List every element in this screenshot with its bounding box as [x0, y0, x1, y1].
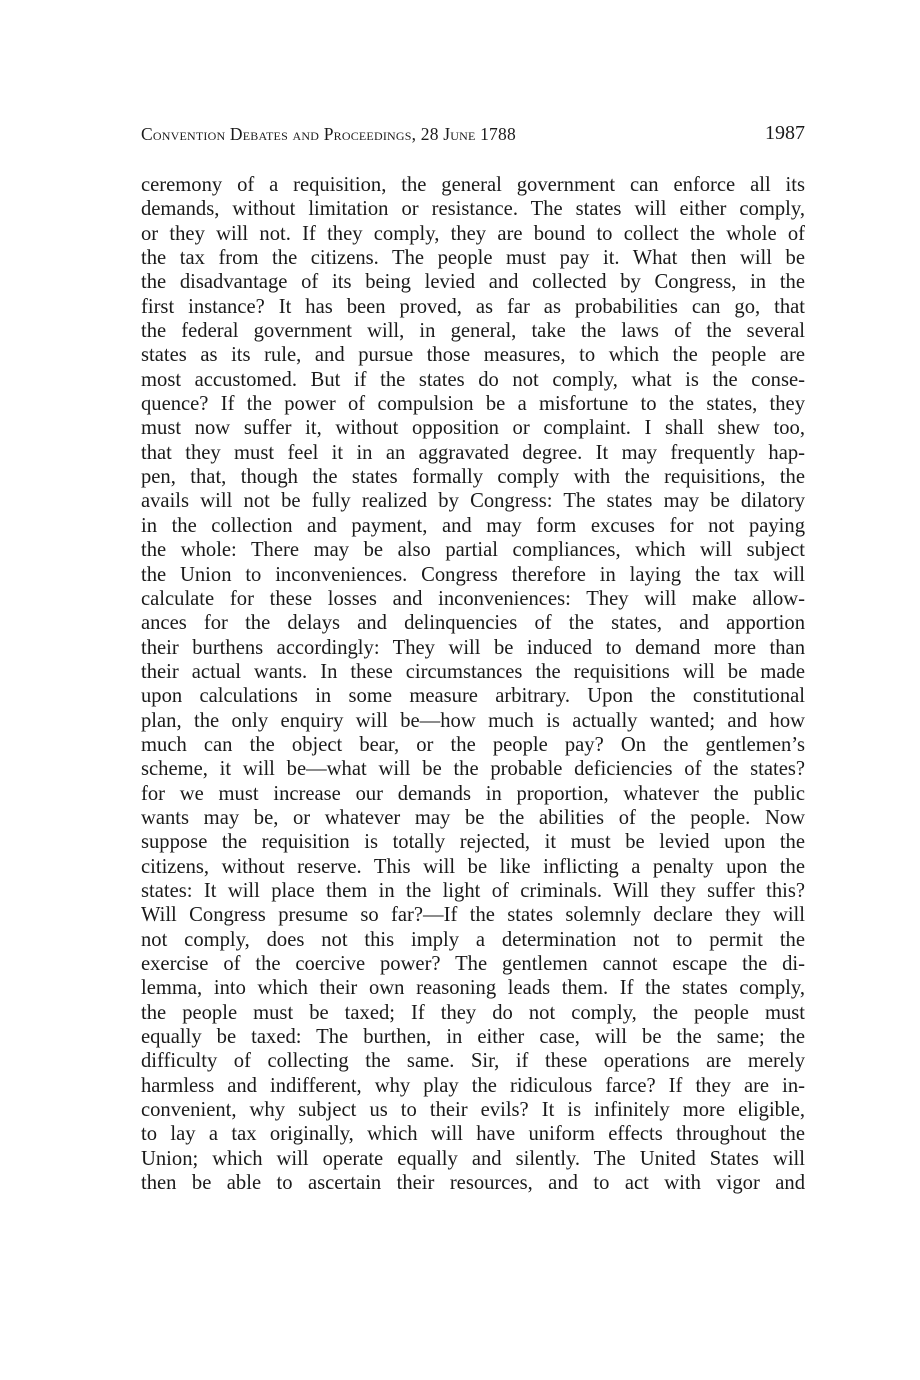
text-line: that they must feel it in an aggravated degree. It may frequently hap-	[141, 441, 805, 464]
page-number: 1987	[765, 122, 805, 144]
running-title-text: Convention Debates and Proceedings, 28 June 1788	[141, 124, 516, 144]
text-line: their actual wants. In these circumstances the requisitions will be made	[141, 660, 805, 683]
text-line: the Union to inconveniences. Congress therefore in laying the tax will	[141, 563, 805, 586]
text-line: demands, without limitation or resistance. The states will either comply,	[141, 198, 805, 221]
text-line: avails will not be fully realized by Congress: The states may be dilatory	[141, 490, 805, 513]
text-line: difficulty of collecting the same. Sir, if these operations are merely	[141, 1050, 805, 1073]
text-line: then be able to ascertain their resources, and to act with vigor and	[141, 1172, 805, 1195]
text-line: calculate for these losses and inconveniences: They will make allow-	[141, 587, 805, 610]
text-line: states as its rule, and pursue those measures, to which the people are	[141, 344, 805, 367]
text-line: ances for the delays and delinquencies of the states, and apportion	[141, 612, 805, 635]
text-line: most accustomed. But if the states do not comply, what is the conse-	[141, 368, 805, 391]
text-line: citizens, without reserve. This will be like inflicting a penalty upon the	[141, 855, 805, 878]
text-line: the people must be taxed; If they do not comply, the people must	[141, 1001, 805, 1024]
text-line: ceremony of a requisition, the general government can enforce all its	[141, 174, 805, 196]
text-line: to lay a tax originally, which will have uniform effects throughout the	[141, 1123, 805, 1146]
text-line: exercise of the coercive power? The gentlemen cannot escape the di-	[141, 953, 805, 975]
text-line: Will Congress presume so far?—If the states solemnly declare they will	[141, 904, 805, 927]
text-line: Union; which will operate equally and silently. The United States will	[141, 1147, 805, 1170]
text-line: first instance? It has been proved, as far as probabilities can go, that	[141, 295, 805, 318]
text-line: equally be taxed: The burthen, in either case, will be the same; the	[141, 1026, 805, 1049]
text-line: for we must increase our demands in proportion, whatever the public	[141, 782, 805, 805]
body-text	[141, 173, 805, 1195]
text-line: in the collection and payment, and may form excuses for not paying	[141, 514, 805, 537]
text-line: plan, the only enquiry will be—how much is actually wanted; and how	[141, 709, 805, 732]
running-head	[141, 124, 805, 150]
text-line: or they will not. If they comply, they are bound to collect the whole of	[141, 222, 805, 245]
running-title	[141, 124, 516, 145]
text-line: states: It will place them in the light of criminals. Will they suffer this?	[141, 879, 805, 902]
text-line: their burthens accordingly: They will be induced to demand more than	[141, 636, 805, 659]
text-line: much can the object bear, or the people pay? On the gentlemen’s	[141, 733, 805, 756]
text-line: the whole: There may be also partial compliances, which will subject	[141, 539, 805, 562]
text-line: convenient, why subject us to their evils? It is infinitely more eligible,	[141, 1099, 805, 1122]
text-line: scheme, it will be—what will be the probable deficiencies of the states?	[141, 758, 805, 781]
text-line: harmless and indifferent, why play the ridiculous farce? If they are in-	[141, 1074, 805, 1097]
text-line: the federal government will, in general, take the laws of the several	[141, 320, 805, 343]
text-line: must now suffer it, without opposition or complaint. I shall shew too,	[141, 417, 805, 440]
text-line: suppose the requisition is totally rejected, it must be levied upon the	[141, 831, 805, 854]
text-line: the disadvantage of its being levied and collected by Congress, in the	[141, 271, 805, 294]
text-line: quence? If the power of compulsion be a misfortune to the states, they	[141, 393, 805, 416]
text-line: lemma, into which their own reasoning leads them. If the states comply,	[141, 977, 805, 1000]
text-line: pen, that, though the states formally comply with the requisitions, the	[141, 466, 805, 489]
text-line: the tax from the citizens. The people must pay it. What then will be	[141, 247, 805, 270]
text-line: wants may be, or whatever may be the abilities of the people. Now	[141, 806, 805, 829]
text-line: upon calculations in some measure arbitrary. Upon the constitutional	[141, 685, 805, 708]
text-line: not comply, does not this imply a determination not to permit the	[141, 928, 805, 951]
